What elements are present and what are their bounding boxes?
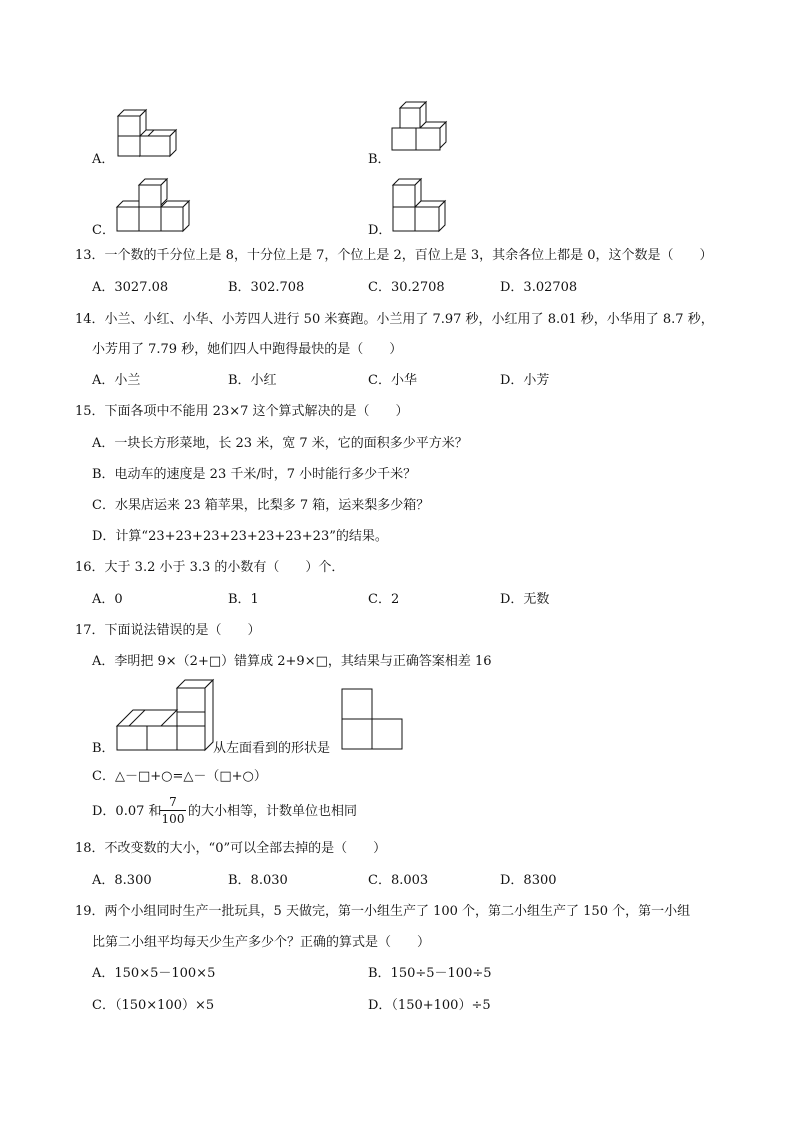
- q16-option-c: C．2: [368, 592, 400, 607]
- q15-option-c: C．水果店运来 23 箱苹果，比梨多 7 箱，运来梨多少箱？: [92, 498, 430, 513]
- q12-option-a-label: A．: [92, 152, 115, 167]
- q14-option-d: D．小芳: [500, 373, 550, 388]
- q13-option-c: C．30.2708: [368, 280, 445, 295]
- q18-option-d: D．8300: [500, 873, 557, 888]
- q14-option-a: A．小兰: [92, 373, 141, 388]
- q15-option-a: A．一块长方形菜地，长 23 米，宽 7 米，它的面积多少平方米？: [92, 436, 468, 451]
- q12-option-a-figure: [118, 110, 180, 165]
- q19-option-a: A．150×5－100×5: [92, 966, 216, 981]
- q16-option-b: B．1: [228, 592, 259, 607]
- q13-option-a: A．3027.08: [92, 280, 169, 295]
- q15-stem: 15．下面各项中不能用 23×7 这个算式解决的是（ ）: [75, 404, 409, 419]
- q17-option-d-fraction: [160, 795, 186, 826]
- q14-option-b: B．小红: [228, 373, 277, 388]
- q17-option-d-post: 的大小相等，计数单位也相同: [188, 804, 358, 819]
- q12-option-c-label: C．: [92, 223, 115, 238]
- q17-option-b-solid-figure: [117, 680, 217, 752]
- q18-option-b: B．8.030: [228, 873, 288, 888]
- q12-option-d-figure: [393, 179, 449, 235]
- fraction-numerator: 7: [169, 795, 177, 809]
- q17-option-d-pre: D．0.07 和: [92, 804, 162, 819]
- q12-option-d-label: D．: [368, 223, 392, 238]
- q16-option-a: A．0: [92, 592, 123, 607]
- q17-option-c: C．△－□+○=△－（□+○）: [92, 769, 267, 784]
- q14-option-c: C．小华: [368, 373, 417, 388]
- q19-option-d: D．（150+100）÷5: [368, 998, 491, 1013]
- q12-option-b-figure: [392, 102, 454, 166]
- q17-stem: 17．下面说法错误的是（ ）: [75, 623, 261, 638]
- q17-option-b-view-figure: [342, 689, 406, 753]
- q18-option-c: C．8.003: [368, 873, 429, 888]
- q13-option-b: B．302.708: [228, 280, 305, 295]
- q14-stem-line2: 小芳用了 7.79 秒，她们四人中跑得最快的是（ ）: [92, 342, 403, 357]
- q15-option-b: B．电动车的速度是 23 千米/时，7 小时能行多少千米？: [92, 467, 417, 482]
- q14-stem-line1: 14．小兰、小红、小华、小芳四人进行 50 米赛跑。小兰用了 7.97 秒，小红用了 8.01 秒，小华用了 8.7 秒，: [75, 312, 714, 327]
- q16-option-d: D．无数: [500, 592, 550, 607]
- q19-stem-line1: 19．两个小组同时生产一批玩具，5 天做完，第一小组生产了 100 个，第二小组生产了 150 个，第一小组: [75, 904, 691, 919]
- q17-option-b-text: 从左面看到的形状是: [213, 741, 331, 756]
- q12-option-b-label: B．: [368, 152, 391, 167]
- q18-stem: 18．不改变数的大小，“0”可以全部去掉的是（ ）: [75, 841, 387, 856]
- q13-stem: 13．一个数的千分位上是 8，十分位上是 7，个位上是 2，百位上是 3，其余各位上都是 0，这个数是（ ）: [75, 248, 713, 263]
- q18-option-a: A．8.300: [92, 873, 152, 888]
- q15-option-d: D．计算“23+23+23+23+23+23+23”的结果。: [92, 529, 388, 544]
- q12-option-c-figure: [117, 179, 197, 235]
- fraction-denominator: 100: [161, 812, 185, 826]
- fraction-bar: [160, 810, 186, 811]
- q17-option-a: A．李明把 9×（2+□）错算成 2+9×□，其结果与正确答案相差 16: [92, 654, 492, 669]
- q17-option-b-label: B．: [92, 741, 115, 756]
- q16-stem: 16．大于 3.2 小于 3.3 的小数有（ ）个．: [75, 560, 345, 575]
- q19-stem-line2: 比第二小组平均每天少生产多少个？正确的算式是（ ）: [92, 935, 431, 950]
- q13-option-d: D．3.02708: [500, 280, 578, 295]
- q19-option-c: C．（150×100）×5: [92, 998, 215, 1013]
- q19-option-b: B．150÷5－100÷5: [368, 966, 492, 981]
